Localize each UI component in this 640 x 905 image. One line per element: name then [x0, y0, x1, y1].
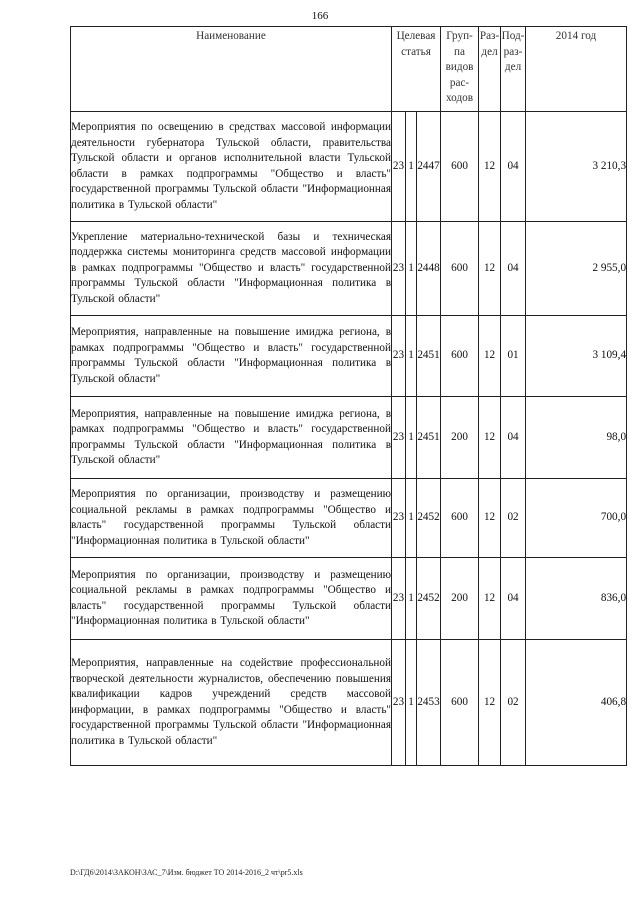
target-article-part1-cell: 23 — [392, 222, 406, 316]
target-article-part3-cell: 2451 — [417, 397, 441, 479]
target-article-part2-cell: 1 — [406, 558, 417, 640]
target-article-part1-cell: 23 — [392, 558, 406, 640]
table-row — [71, 558, 627, 640]
target-article-part2-cell: 1 — [406, 479, 417, 558]
subsection-cell: 04 — [501, 558, 526, 640]
row-name-cell: Укрепление материально-технической базы и техническая поддержка системы мониторинга средств массовой информации в рамках подпрограммы "Общество и власть" государственной программы Тульской области "Информационная политика в Тульской области" — [71, 222, 392, 316]
amount-cell: 2 955,0 — [526, 222, 627, 316]
section-cell: 12 — [479, 479, 501, 558]
amount-cell: 700,0 — [526, 479, 627, 558]
header-target-article: Целевая статья — [392, 27, 441, 112]
subsection-cell: 04 — [501, 112, 526, 222]
header-subsection: Под- раз- дел — [501, 27, 526, 112]
section-cell: 12 — [479, 112, 501, 222]
amount-cell: 3 210,3 — [526, 112, 627, 222]
section-cell: 12 — [479, 397, 501, 479]
target-article-part3-cell: 2447 — [417, 112, 441, 222]
row-name-cell: Мероприятия, направленные на повышение имиджа региона, в рамках подпрограммы "Общество и власть" государственной программы Тульской области "Информационная политика в Тульской области" — [71, 397, 392, 479]
table-row — [71, 222, 627, 316]
target-article-part3-cell: 2452 — [417, 558, 441, 640]
row-name-cell: Мероприятия по организации, производству и размещению социальной рекламы в рамках подпрограммы "Общество и власть" государственной программы Тульской области "Информационная политика в Тульской области" — [71, 479, 392, 558]
expense-group-cell: 600 — [441, 222, 479, 316]
row-name-cell: Мероприятия, направленные на повышение имиджа региона, в рамках подпрограммы "Общество и власть" государственной программы Тульской области "Информационная политика в Тульской области" — [71, 316, 392, 397]
subsection-cell: 04 — [501, 222, 526, 316]
expense-group-cell: 600 — [441, 112, 479, 222]
section-cell: 12 — [479, 558, 501, 640]
header-name: Наименование — [71, 27, 392, 112]
table-row — [71, 640, 627, 766]
section-cell: 12 — [479, 316, 501, 397]
header-section: Раз- дел — [479, 27, 501, 112]
subsection-cell: 04 — [501, 397, 526, 479]
amount-cell: 3 109,4 — [526, 316, 627, 397]
target-article-part1-cell: 23 — [392, 640, 406, 766]
target-article-part2-cell: 1 — [406, 640, 417, 766]
page-number: 166 — [311, 10, 329, 22]
expense-group-cell: 600 — [441, 316, 479, 397]
header-row — [71, 27, 627, 112]
target-article-part1-cell: 23 — [392, 479, 406, 558]
table-row — [71, 479, 627, 558]
section-cell: 12 — [479, 222, 501, 316]
amount-cell: 406,8 — [526, 640, 627, 766]
amount-cell: 98,0 — [526, 397, 627, 479]
row-name-cell: Мероприятия, направленные на содействие профессиональной творческой деятельности журналистов, обеспечению повышения квалификации кадров учреждений средств массовой информации, в рамках подпрограммы "Общество и власть" государственной программы Тульской области "Информационная политика в Тульской области" — [71, 640, 392, 766]
header-expense-group: Груп- па видов рас- ходов — [441, 27, 479, 112]
target-article-part3-cell: 2453 — [417, 640, 441, 766]
target-article-part3-cell: 2451 — [417, 316, 441, 397]
target-article-part2-cell: 1 — [406, 112, 417, 222]
row-name-cell: Мероприятия по освещению в средствах массовой информации деятельности губернатора Тульской области, правительства Тульской области и органов исполнительной власти Тульской области в рамках подпрограммы "Общество и власть" государственной программы Тульской области "Информационная политика в Тульской области" — [71, 112, 392, 222]
subsection-cell: 02 — [501, 640, 526, 766]
section-cell: 12 — [479, 640, 501, 766]
target-article-part2-cell: 1 — [406, 397, 417, 479]
file-path-footer: D:\ГД6\2014\ЗАКОН\ЗАС_7\Изм. бюджет ТО 2014-2016_2 чт\pr5.xls — [70, 868, 303, 877]
amount-cell: 836,0 — [526, 558, 627, 640]
target-article-part2-cell: 1 — [406, 316, 417, 397]
row-name-cell: Мероприятия по организации, производству и размещению социальной рекламы в рамках подпрограммы "Общество и власть" государственной программы Тульской области "Информационная политика в Тульской области" — [71, 558, 392, 640]
table-row — [71, 112, 627, 222]
table-row — [71, 316, 627, 397]
expense-group-cell: 600 — [441, 479, 479, 558]
expense-group-cell: 200 — [441, 397, 479, 479]
target-article-part2-cell: 1 — [406, 222, 417, 316]
expense-group-cell: 200 — [441, 558, 479, 640]
budget-table — [70, 26, 627, 766]
header-year: 2014 год — [526, 27, 627, 112]
target-article-part3-cell: 2448 — [417, 222, 441, 316]
subsection-cell: 02 — [501, 479, 526, 558]
subsection-cell: 01 — [501, 316, 526, 397]
target-article-part3-cell: 2452 — [417, 479, 441, 558]
target-article-part1-cell: 23 — [392, 316, 406, 397]
expense-group-cell: 600 — [441, 640, 479, 766]
table-row — [71, 397, 627, 479]
target-article-part1-cell: 23 — [392, 397, 406, 479]
target-article-part1-cell: 23 — [392, 112, 406, 222]
